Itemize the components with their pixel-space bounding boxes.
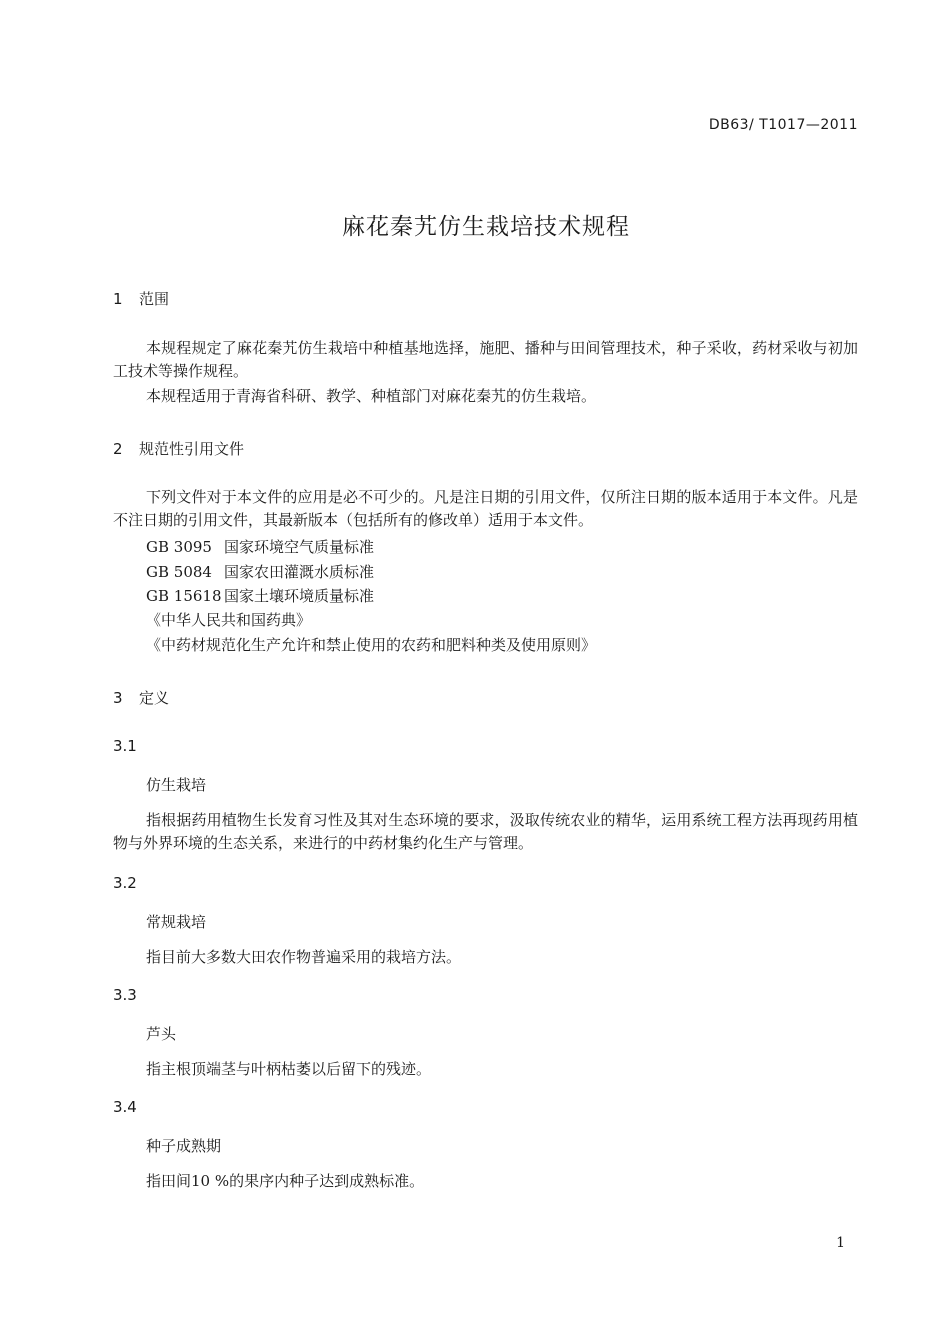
reference-item xyxy=(146,634,596,655)
section-number: 2 xyxy=(113,440,123,458)
section-title: 规范性引用文件 xyxy=(139,440,245,458)
reference-item xyxy=(146,585,374,606)
definition-number: 3.1 xyxy=(113,737,137,755)
reference-title: 国家农田灌溉水质标准 xyxy=(224,563,375,581)
section-1-heading xyxy=(113,288,169,309)
definition-number: 3.2 xyxy=(113,874,137,892)
definition-text: 指根据药用植物生长发育习性及其对生态环境的要求，汲取传统农业的精华，运用系统工程方法再现药用植物与外界环境的生态关系，来进行的中药材集约化生产与管理。 xyxy=(113,811,858,852)
section-2-heading xyxy=(113,438,244,459)
reference-title: 《中华人民共和国药典》 xyxy=(146,611,312,629)
section-title: 定义 xyxy=(139,689,170,707)
section-number: 3 xyxy=(113,689,123,707)
reference-code: GB 15618 xyxy=(146,587,222,605)
definition-term: 常规栽培 xyxy=(146,913,207,931)
definition-term: 芦头 xyxy=(146,1025,177,1043)
reference-title: 国家土壤环境质量标准 xyxy=(224,587,375,605)
definition-number: 3.4 xyxy=(113,1098,137,1116)
definition-term: 种子成熟期 xyxy=(146,1137,222,1155)
reference-item xyxy=(146,609,311,630)
reference-title: 《中药材规范化生产允许和禁止使用的农药和肥料种类及使用原则》 xyxy=(146,636,597,654)
section-2-paragraph-1: 下列文件对于本文件的应用是必不可少的。凡是注日期的引用文件，仅所注日期的版本适用于本文件。凡是不注日期的引用文件，其最新版本（包括所有的修改单）适用于本文件。 xyxy=(113,488,858,529)
section-number: 1 xyxy=(113,290,123,308)
reference-item xyxy=(146,561,374,582)
document-code: DB63/ T1017—2011 xyxy=(708,117,858,133)
page-number: 1 xyxy=(836,1235,845,1251)
reference-title: 国家环境空气质量标准 xyxy=(224,538,375,556)
definition-text: 指主根顶端茎与叶柄枯萎以后留下的残迹。 xyxy=(146,1060,432,1078)
definition-term: 仿生栽培 xyxy=(146,776,207,794)
definition-text: 指田间10 %的果序内种子达到成熟标准。 xyxy=(146,1172,425,1190)
section-1-paragraph-1: 本规程规定了麻花秦艽仿生栽培中种植基地选择，施肥、播种与田间管理技术，种子采收，药材采收与初加工技术等操作规程。 xyxy=(113,339,858,380)
section-3-heading xyxy=(113,687,169,708)
section-title: 范围 xyxy=(139,290,170,308)
definition-text: 指目前大多数大田农作物普遍采用的栽培方法。 xyxy=(146,948,462,966)
reference-code: GB 3095 xyxy=(146,538,212,556)
definition-number: 3.3 xyxy=(113,986,137,1004)
reference-code: GB 5084 xyxy=(146,563,212,581)
page-title: 麻花秦艽仿生栽培技术规程 xyxy=(342,214,630,240)
section-1-paragraph-2: 本规程适用于青海省科研、教学、种植部门对麻花秦艽的仿生栽培。 xyxy=(146,387,597,405)
reference-item xyxy=(146,536,374,557)
